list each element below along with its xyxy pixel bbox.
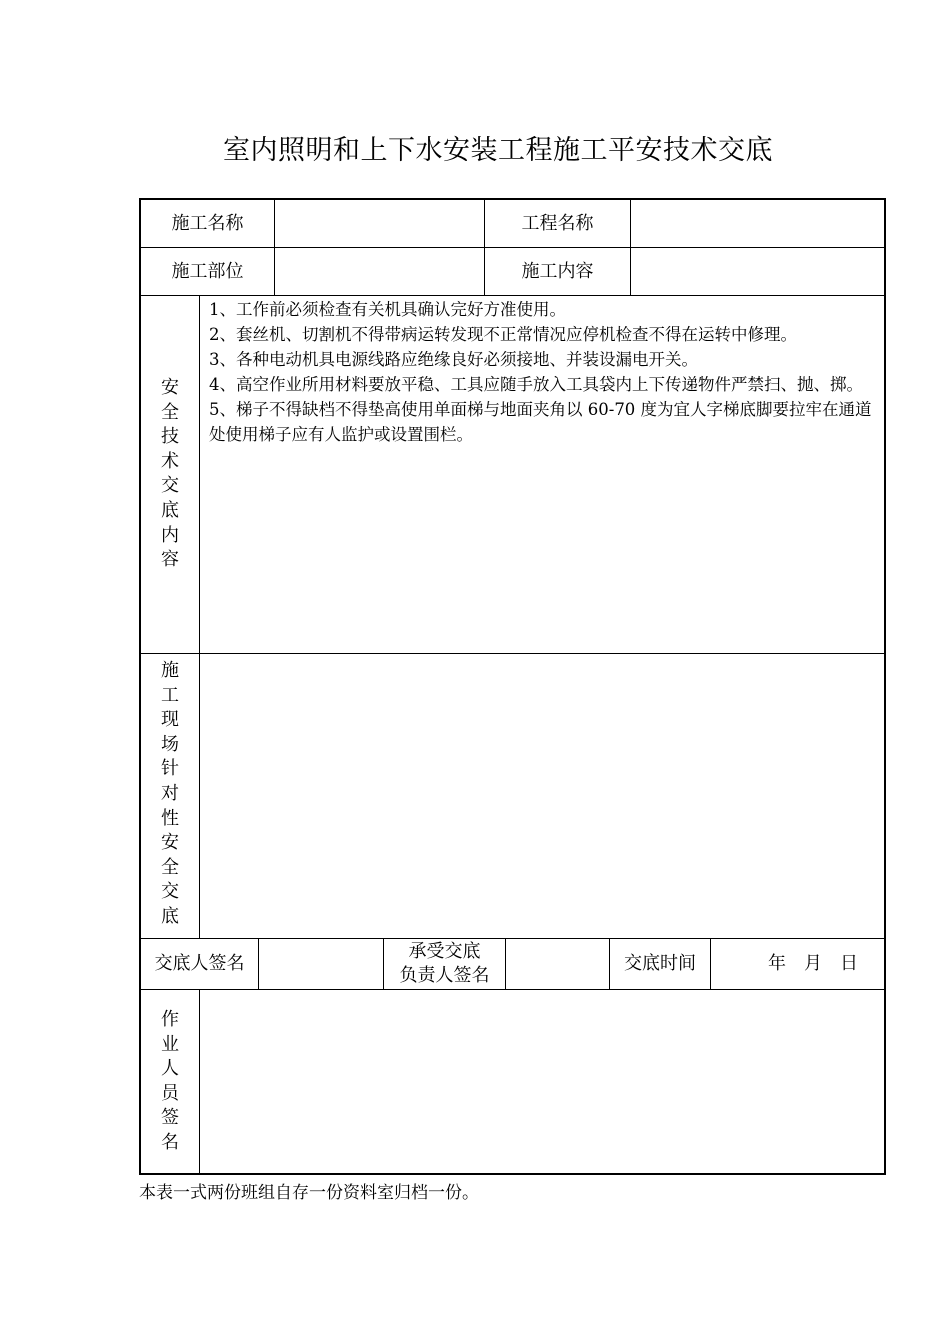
label-char: 底 [161, 499, 179, 521]
safety-section-label [141, 376, 199, 573]
row-divider [141, 295, 884, 296]
safety-item: 3、各种电动机具电源线路应绝缘良好必须接地、并装设漏电开关。 [209, 350, 698, 369]
receiver-label-line1: 承受交底 [408, 941, 481, 962]
safety-item: 1、工作前必须检查有关机具确认完好方准使用。 [209, 300, 566, 319]
label-char: 针 [161, 758, 179, 780]
disclosure-form-table [139, 198, 886, 1175]
label-char: 全 [161, 401, 179, 423]
workers-section-label [141, 1008, 199, 1156]
discloser-signature-field[interactable] [259, 939, 383, 989]
construction-name-field[interactable] [275, 200, 484, 247]
project-name-label: 工程名称 [521, 212, 594, 234]
safety-item: 4、高空作业所用材料要放平稳、工具应随手放入工具袋内上下传递物件严禁扫、抛、掷。 [209, 375, 863, 394]
safety-item: 2、套丝机、切割机不得带病运转发现不正常情况应停机检查不得在运转中修理。 [209, 325, 797, 344]
footnote: 本表一式两份班组自存一份资料室归档一份。 [139, 1183, 479, 1203]
label-char: 员 [161, 1082, 179, 1104]
label-char: 底 [161, 905, 179, 927]
label-char: 安 [161, 832, 179, 854]
safety-item: 5、梯子不得缺档不得垫高使用单面梯与地面夹角以 60-70 度为宜人字梯底脚要拉牢在通道处使用梯子应有人监护或设置围栏。 [209, 400, 872, 444]
disclosure-date-field[interactable]: 年 月 日 [768, 953, 858, 974]
label-char: 安 [161, 377, 179, 398]
label-char: 交 [161, 881, 179, 903]
label-char: 性 [161, 807, 179, 829]
discloser-signature-label: 交底人签名 [154, 953, 245, 974]
label-char: 对 [161, 782, 179, 804]
label-char: 术 [161, 450, 179, 472]
construction-name-label: 施工名称 [171, 212, 244, 234]
project-name-field[interactable] [631, 200, 884, 247]
document-title: 室内照明和上下水安装工程施工平安技术交底 [223, 135, 773, 166]
label-char: 施 [161, 660, 179, 681]
label-char: 签 [161, 1107, 179, 1129]
label-char: 全 [161, 856, 179, 878]
safety-content [209, 297, 881, 447]
receiver-signature-field[interactable] [506, 939, 609, 989]
workers-signature-field[interactable] [200, 990, 884, 1175]
site-section-label [141, 659, 199, 930]
label-char: 作 [161, 1009, 179, 1030]
construction-content-label: 施工内容 [521, 260, 594, 282]
receiver-signature-label [384, 939, 505, 989]
label-char: 内 [161, 524, 179, 546]
label-char: 容 [161, 549, 179, 571]
disclosure-time-label: 交底时间 [624, 953, 696, 974]
label-char: 交 [161, 475, 179, 497]
receiver-label-line2: 负责人签名 [399, 965, 490, 986]
label-char: 业 [161, 1033, 179, 1055]
label-char: 人 [161, 1058, 179, 1080]
label-char: 技 [161, 426, 179, 448]
label-char: 名 [161, 1131, 179, 1153]
construction-part-field[interactable] [275, 248, 484, 295]
label-char: 工 [161, 684, 179, 706]
construction-content-field[interactable] [631, 248, 884, 295]
site-content-field[interactable] [200, 654, 884, 938]
label-char: 现 [161, 709, 179, 731]
construction-part-label: 施工部位 [171, 260, 244, 282]
label-char: 场 [161, 733, 179, 755]
